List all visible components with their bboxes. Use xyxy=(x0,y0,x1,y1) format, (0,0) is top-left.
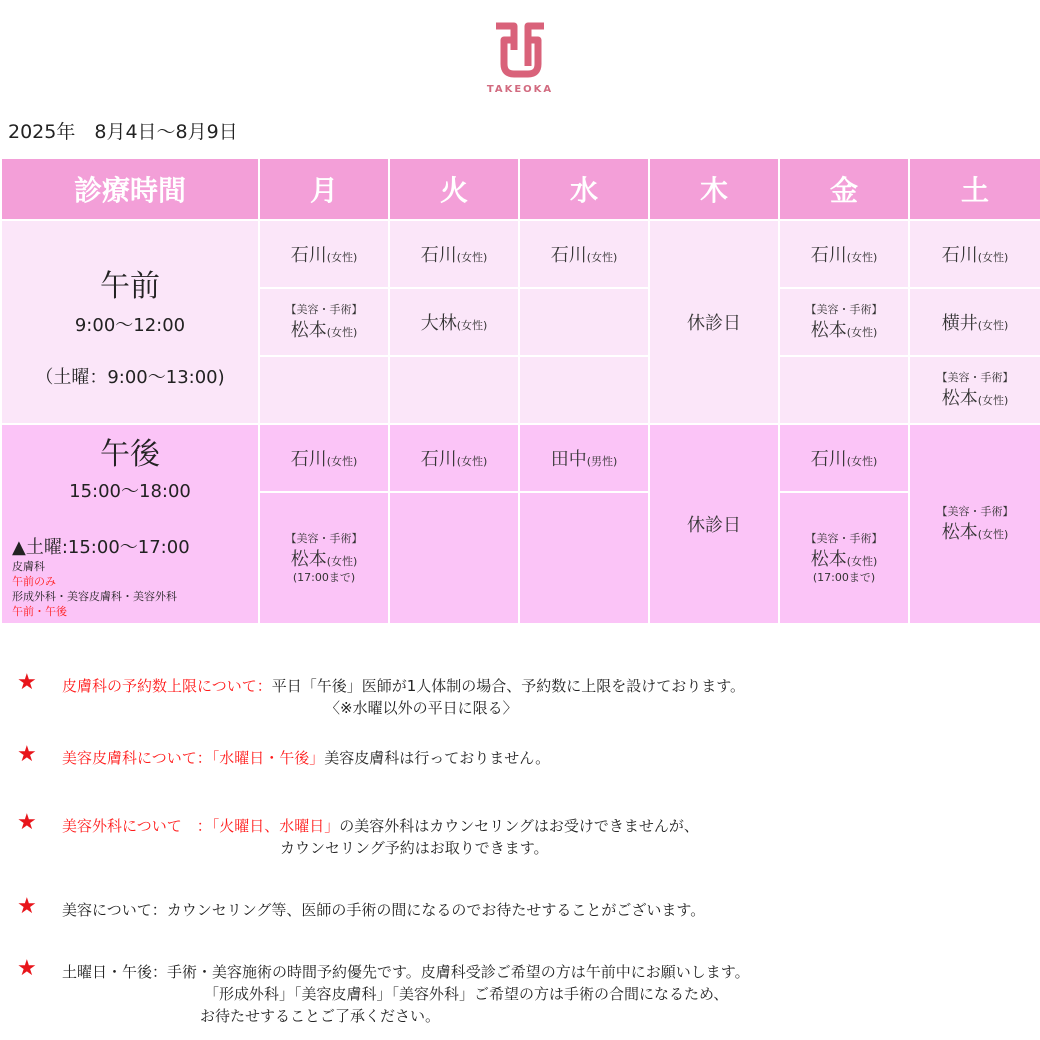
doctor-name: 横井 xyxy=(941,313,978,334)
pm-wed-1 xyxy=(519,424,649,492)
doctor-name: 石川 xyxy=(420,245,457,266)
am-mon-1 xyxy=(259,220,389,288)
note-line xyxy=(62,815,699,836)
doctor-name: 石川 xyxy=(810,449,847,470)
pm-wed-2 xyxy=(519,492,649,624)
doctor-name: 松本 xyxy=(810,549,847,570)
doctor-sex: (女性) xyxy=(326,325,358,339)
am-hours: 9:00～12:00 xyxy=(74,315,186,336)
pm-thu-closed: 休診日 xyxy=(649,424,779,624)
doctor-name: 松本 xyxy=(810,319,847,341)
note-line3: お待たせすることご了承ください。 xyxy=(200,1007,441,1025)
pm-mon-2 xyxy=(259,492,389,624)
note-line xyxy=(62,675,745,696)
am-mon-2 xyxy=(259,288,389,356)
pm-sat-hours: ▲土曜:15:00～17:00 xyxy=(12,537,190,558)
header-fri: 金 xyxy=(779,158,909,220)
pm-hours: 15:00～18:00 xyxy=(69,481,191,502)
star-icon: ★ xyxy=(17,742,37,767)
doctor-sex: (女性) xyxy=(456,455,488,468)
am-fri-3 xyxy=(779,356,909,424)
doctor-tag: 【美容・手術】 xyxy=(936,504,1014,518)
am-tue-1 xyxy=(389,220,519,288)
am-sat-1 xyxy=(909,220,1040,288)
header-hours: 診療時間 xyxy=(1,158,259,220)
note-text: の美容外科はカウンセリングはお受けできませんが、 xyxy=(339,817,699,835)
doctor-sex: (女性) xyxy=(326,251,358,264)
note-heading: 美容外科について ：「火曜日、水曜日」 xyxy=(62,817,340,835)
doctor-sex: (女性) xyxy=(846,251,878,264)
header-sat: 土 xyxy=(909,158,1040,220)
pm-sat-1 xyxy=(909,424,1040,624)
star-icon: ★ xyxy=(17,810,37,835)
note-text: 美容皮膚科は行っておりません。 xyxy=(324,749,551,767)
doctor-name: 大林 xyxy=(420,313,457,334)
doctor-name: 石川 xyxy=(420,449,457,470)
am-sat-3 xyxy=(909,356,1040,424)
doctor-sex: (女性) xyxy=(977,319,1009,332)
doctor-sex: (女性) xyxy=(456,251,488,264)
doctor-sex: (女性) xyxy=(846,325,878,339)
pm-dept2-time: 午前・午後 xyxy=(12,605,67,618)
doctor-name: 石川 xyxy=(290,245,327,266)
am-tue-2 xyxy=(389,288,519,356)
doctor-name: 松本 xyxy=(290,549,327,570)
doctor-tag: 【美容・手術】 xyxy=(805,302,883,316)
am-wed-3 xyxy=(519,356,649,424)
takeoka-logo-mark xyxy=(490,20,550,82)
doctor-name: 石川 xyxy=(941,245,978,266)
pm-tue-2 xyxy=(389,492,519,624)
doctor-name: 石川 xyxy=(290,449,327,470)
am-wed-1 xyxy=(519,220,649,288)
note-line2: 「形成外科」「美容皮膚科」「美容外科」ご希望の方は手術の合間になるため、 xyxy=(204,985,729,1003)
doctor-sex: (女性) xyxy=(846,555,878,568)
am-sat-hours: （土曜：9:00～13:00) xyxy=(35,367,225,388)
pm-fri-2 xyxy=(779,492,909,624)
doctor-name: 田中 xyxy=(550,449,587,470)
pm-notes xyxy=(2,533,258,619)
header-mon: 月 xyxy=(259,158,389,220)
am-fri-1 xyxy=(779,220,909,288)
star-icon: ★ xyxy=(17,670,37,695)
header-row xyxy=(1,158,1040,220)
header-wed: 水 xyxy=(519,158,649,220)
am-sat-2 xyxy=(909,288,1040,356)
doctor-tag: 【美容・手術】 xyxy=(285,532,363,545)
am-wed-2 xyxy=(519,288,649,356)
note-line xyxy=(62,747,550,768)
note-line2: 〈※水曜以外の平日に限る〉 xyxy=(325,699,518,717)
doctor-until: (17:00まで) xyxy=(292,571,356,584)
doctor-tag: 【美容・手術】 xyxy=(936,370,1014,384)
pm-tue-1 xyxy=(389,424,519,492)
am-thu-closed: 休診日 xyxy=(649,220,779,424)
pm-row-1 xyxy=(1,424,1040,492)
pm-fri-1 xyxy=(779,424,909,492)
note-heading: 美容皮膚科について：「水曜日・午後」 xyxy=(62,749,325,767)
header-thu: 木 xyxy=(649,158,779,220)
doctor-sex: (女性) xyxy=(977,393,1009,407)
star-icon: ★ xyxy=(17,956,37,981)
am-row-1 xyxy=(1,220,1040,288)
doctor-name: 松本 xyxy=(290,319,327,341)
note-text: 平日「午後」医師が1人体制の場合、予約数に上限を設けております。 xyxy=(271,677,746,695)
header-tue: 火 xyxy=(389,158,519,220)
pm-dept2: 形成外科・美容皮膚科・美容外科 xyxy=(12,590,177,603)
am-label xyxy=(1,220,259,424)
am-tue-3 xyxy=(389,356,519,424)
am-fri-2 xyxy=(779,288,909,356)
clinic-logo xyxy=(0,20,1040,95)
doctor-sex: (女性) xyxy=(977,251,1009,264)
doctor-name: 松本 xyxy=(941,521,978,543)
doctor-sex: (女性) xyxy=(326,455,358,468)
doctor-sex: (女性) xyxy=(977,527,1009,541)
doctor-sex: (女性) xyxy=(326,555,358,568)
doctor-sex: (女性) xyxy=(846,455,878,468)
doctor-name: 松本 xyxy=(941,387,978,409)
doctor-sex: (女性) xyxy=(586,251,618,264)
note-heading: 皮膚科の予約数上限について： xyxy=(62,677,272,695)
doctor-tag: 【美容・手術】 xyxy=(805,532,883,545)
doctor-until: (17:00まで) xyxy=(812,571,876,584)
pm-label xyxy=(1,424,259,624)
am-mon-3 xyxy=(259,356,389,424)
note-text: 美容について：カウンセリング等、医師の手術の間になるのでお待たせすることがございます。 xyxy=(62,901,706,919)
pm-title: 午後 xyxy=(100,437,160,472)
note-line2: カウンセリング予約はお取りできます。 xyxy=(280,839,549,857)
date-range: 2025年 8月4日～8月9日 xyxy=(8,121,238,143)
doctor-sex: (男性) xyxy=(586,455,618,468)
doctor-name: 石川 xyxy=(550,245,587,266)
doctor-tag: 【美容・手術】 xyxy=(285,302,363,316)
doctor-sex: (女性) xyxy=(456,319,488,332)
pm-mon-1 xyxy=(259,424,389,492)
star-icon: ★ xyxy=(17,894,37,919)
pm-dept1: 皮膚科 xyxy=(12,560,45,573)
am-title: 午前 xyxy=(100,269,160,304)
pm-dept1-time: 午前のみ xyxy=(12,575,56,588)
logo-text: TAKEOKA xyxy=(486,84,554,95)
note-text: 土曜日・午後：手術・美容施術の時間予約優先です。皮膚科受診ご希望の方は午前中にお願いします。 xyxy=(62,963,750,981)
schedule-table xyxy=(0,157,1040,625)
doctor-name: 石川 xyxy=(810,245,847,266)
